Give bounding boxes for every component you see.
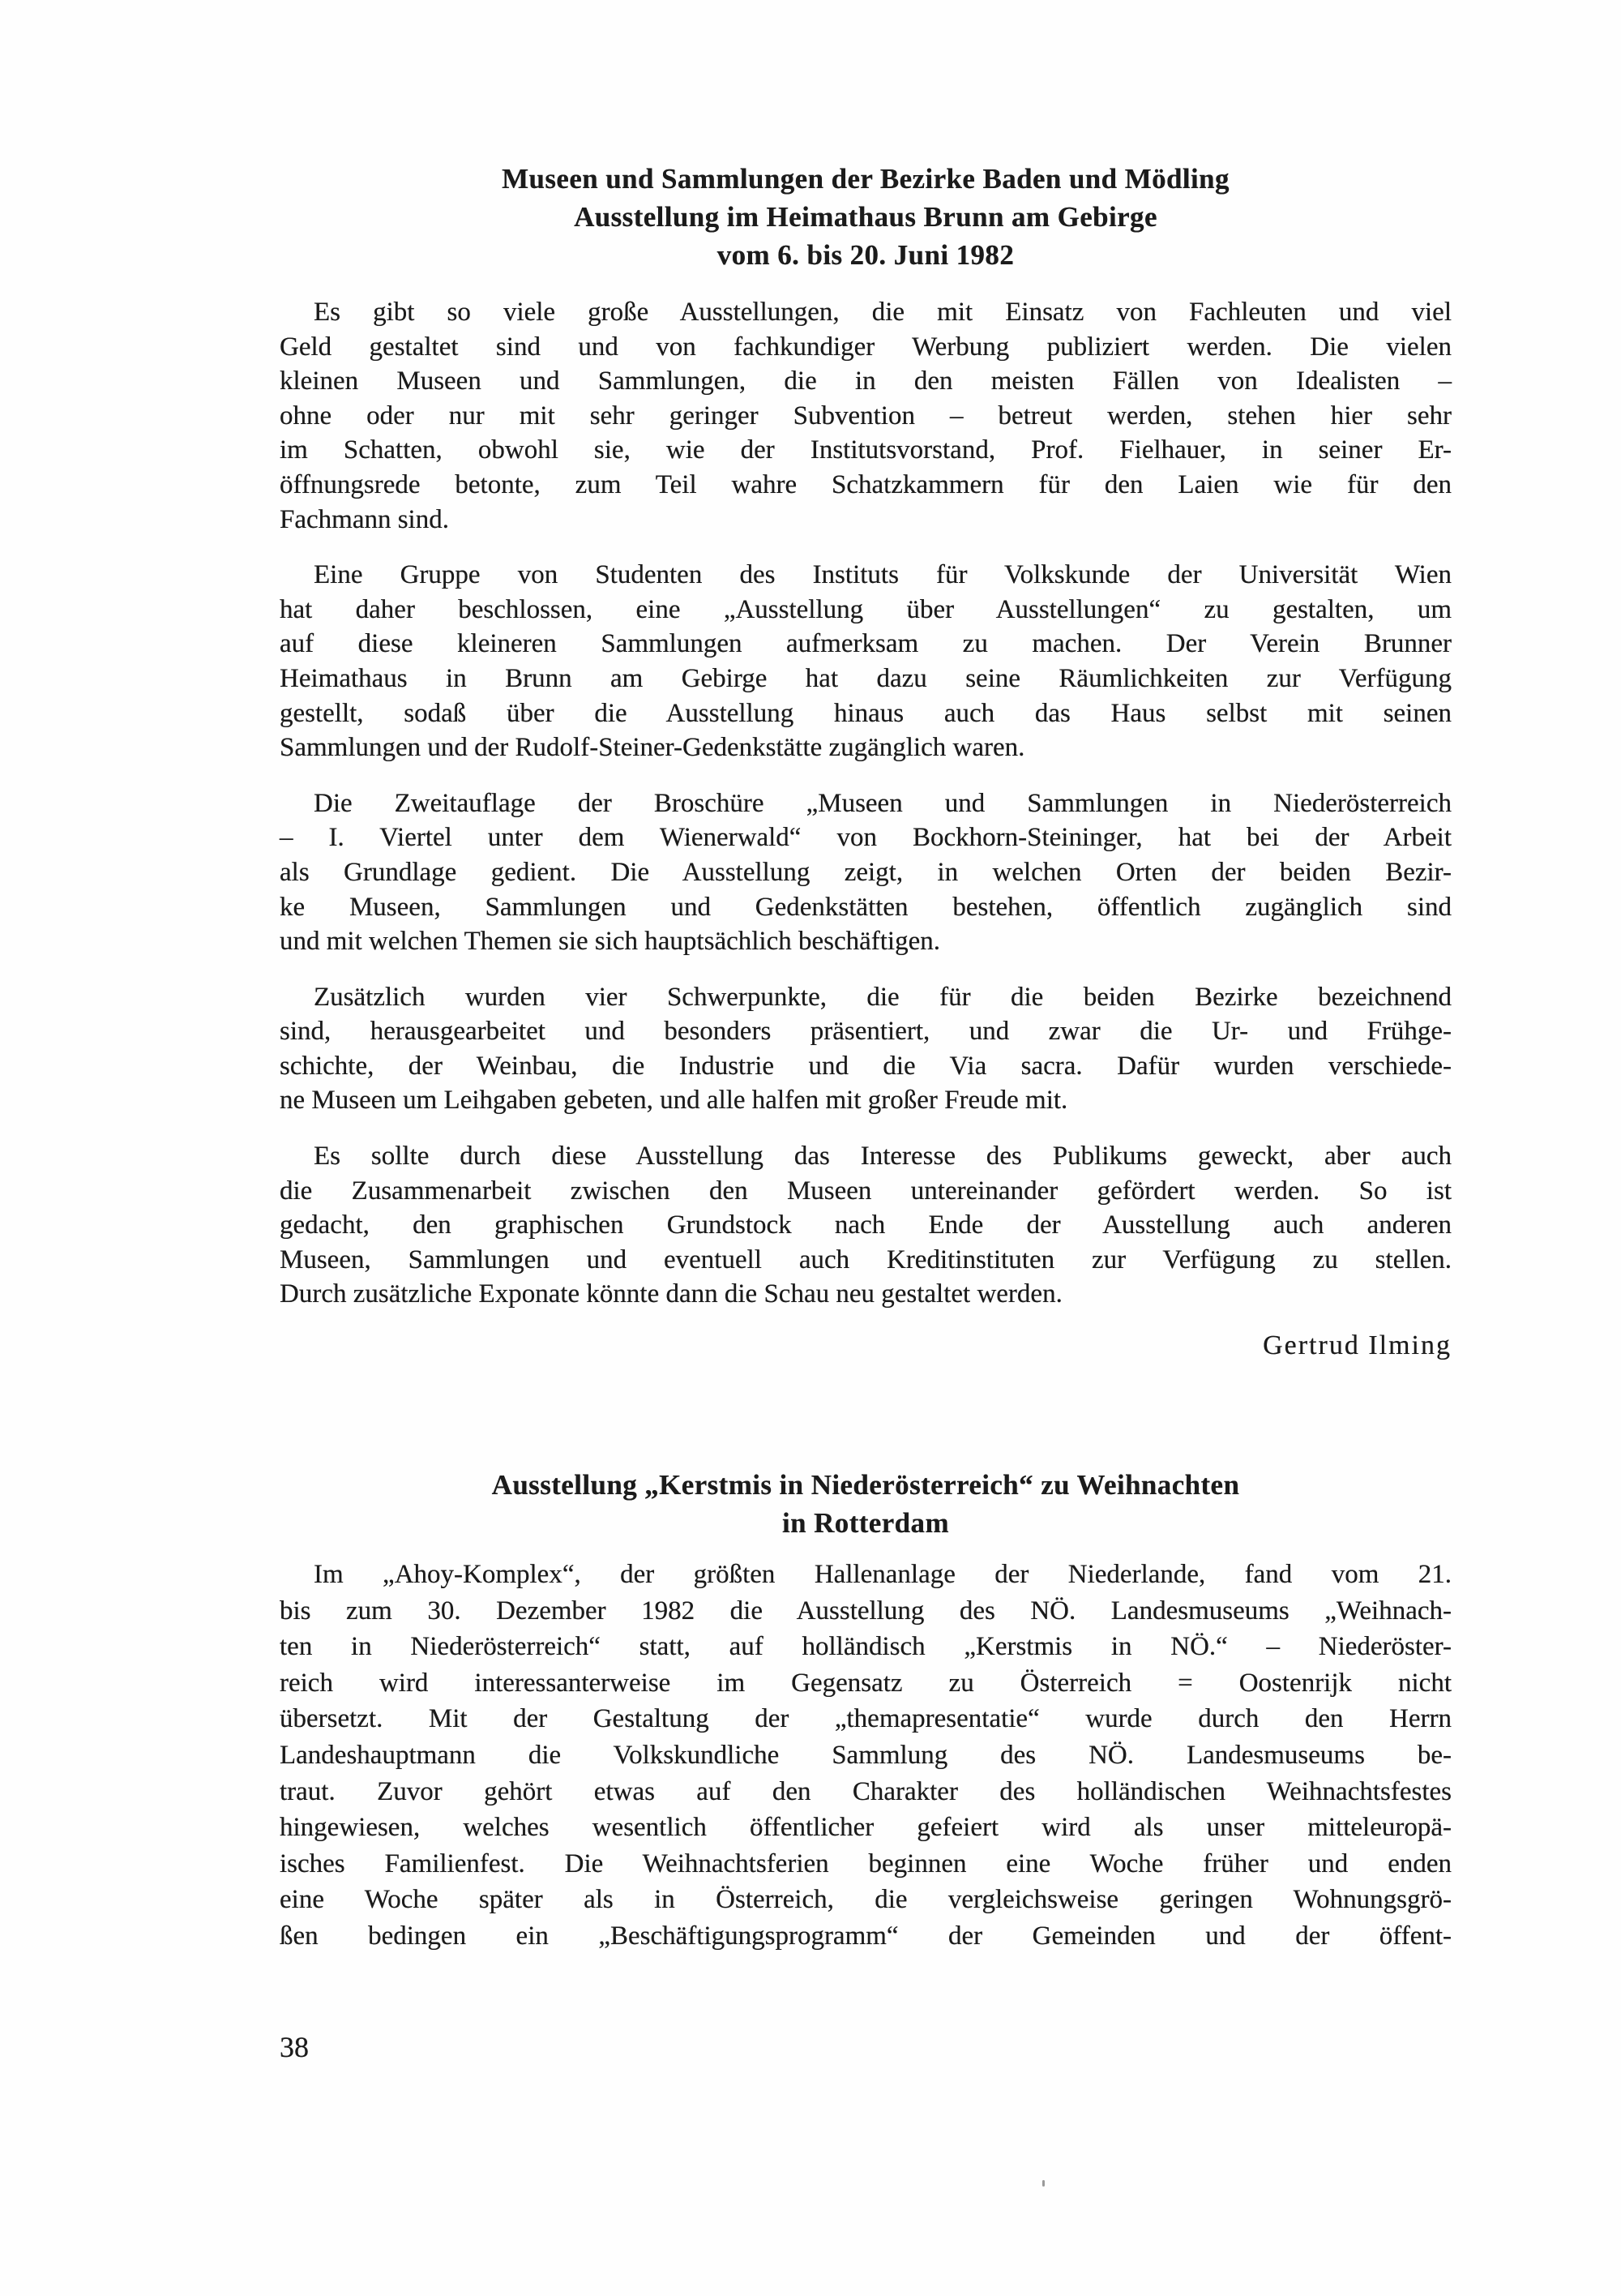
- text-line: – I. Viertel unter dem Wienerwald“ von Bockhorn-Steininger, hat bei der Arbeit: [280, 823, 1452, 853]
- text-line: Die Zweitauflage der Broschüre „Museen und Sammlungen in Niederösterreich: [314, 788, 1452, 818]
- paragraph: [280, 786, 1452, 959]
- text-line: Landeshauptmann die Volkskundliche Sammlung des NÖ. Landesmuseums be-: [280, 1741, 1452, 1770]
- text-line: hingewiesen, welches wesentlich öffentlicher gefeiert wird als unser mitteleuropä-: [280, 1813, 1452, 1843]
- article1-body: [280, 295, 1452, 1312]
- title-line: Ausstellung „Kerstmis in Niederösterreich“ zu Weihnachten: [491, 1469, 1240, 1501]
- text-line: als Grundlage gedient. Die Ausstellung zeigt, in welchen Orten der beiden Bezir-: [280, 857, 1452, 887]
- text-line: ne Museen um Leihgaben gebeten, und alle halfen mit großer Freude mit.: [280, 1086, 1068, 1116]
- text-line: Geld gestaltet sind und von fachkundiger Werbung publiziert werden. Die vielen: [280, 332, 1452, 362]
- text-line: öffnungsrede betonte, zum Teil wahre Schatzkammern für den Laien wie für den: [280, 469, 1452, 499]
- scan-speck: [1042, 2180, 1045, 2187]
- text-line: ohne oder nur mit sehr geringer Subvention – betreut werden, stehen hier sehr: [280, 401, 1452, 430]
- text-line: gedacht, den graphischen Grundstock nach Ende der Ausstellung auch anderen: [280, 1210, 1452, 1240]
- paragraph: [280, 1557, 1452, 1955]
- article2-body: [280, 1557, 1452, 1955]
- text-line: Im „Ahoy-Komplex“, der größten Hallenanlage der Niederlande, fand vom 21.: [314, 1560, 1452, 1590]
- text-line: ßen bedingen ein „Beschäftigungsprogramm“ der Gemeinden und der öffent-: [280, 1921, 1452, 1951]
- title-line: Museen und Sammlungen der Bezirke Baden und Mödling: [502, 163, 1230, 195]
- text-line: eine Woche später als in Österreich, die vergleichsweise geringen Wohnungsgrö-: [280, 1885, 1452, 1915]
- text-line: Eine Gruppe von Studenten des Instituts für Volkskunde der Universität Wien: [314, 560, 1452, 590]
- page-number: 38: [280, 2030, 309, 2063]
- title-line: in Rotterdam: [781, 1507, 950, 1540]
- author-signature: Gertrud Ilming: [1263, 1330, 1452, 1361]
- text-line: Museen, Sammlungen und eventuell auch Kreditinstituten zur Verfügung zu stellen.: [280, 1244, 1452, 1274]
- text-line: im Schatten, obwohl sie, wie der Institutsvorstand, Prof. Fielhauer, in seiner Er-: [280, 435, 1452, 465]
- article2-title: [280, 1364, 1452, 1542]
- text-line: reich wird interessanterweise im Gegensatz zu Österreich = Oostenrijk nicht: [280, 1668, 1452, 1698]
- text-line: übersetzt. Mit der Gestaltung der „themapresentatie“ wurde durch den Herrn: [280, 1704, 1452, 1734]
- text-line: sind, herausgearbeitet und besonders präsentiert, und zwar die Ur- und Frühge-: [280, 1017, 1452, 1047]
- text-line: hat daher beschlossen, eine „Ausstellung über Ausstellungen“ zu gestalten, um: [280, 594, 1452, 624]
- text-line: Sammlungen und der Rudolf-Steiner-Gedenkstätte zugänglich waren.: [280, 733, 1025, 763]
- text-line: Heimathaus in Brunn am Gebirge hat dazu seine Räumlichkeiten zur Verfügung: [280, 663, 1452, 693]
- text-line: ke Museen, Sammlungen und Gedenkstätten bestehen, öffentlich zugänglich sind: [280, 892, 1452, 922]
- text-line: schichte, der Weinbau, die Industrie und die Via sacra. Dafür wurden verschiede-: [280, 1051, 1452, 1081]
- text-block: [280, 0, 1452, 2063]
- paragraph: [280, 558, 1452, 765]
- paragraph: [280, 980, 1452, 1118]
- text-line: Durch zusätzliche Exponate könnte dann die Schau neu gestaltet werden.: [280, 1279, 1063, 1309]
- text-line: auf diese kleineren Sammlungen aufmerksam zu machen. Der Verein Brunner: [280, 629, 1452, 659]
- text-line: die Zusammenarbeit zwischen den Museen untereinander gefördert werden. So ist: [280, 1176, 1452, 1206]
- text-line: traut. Zuvor gehört etwas auf den Charakter des holländischen Weihnachtsfestes: [280, 1776, 1452, 1806]
- text-line: gestellt, sodaß über die Ausstellung hinaus auch das Haus selbst mit seinen: [280, 698, 1452, 728]
- text-line: Es gibt so viele große Ausstellungen, die mit Einsatz von Fachleuten und viel: [314, 298, 1452, 327]
- article1-title: [280, 0, 1452, 274]
- text-line: isches Familienfest. Die Weihnachtsferien beginnen eine Woche früher und enden: [280, 1848, 1452, 1878]
- text-line: kleinen Museen und Sammlungen, die in den meisten Fällen von Idealisten –: [280, 366, 1452, 396]
- text-line: bis zum 30. Dezember 1982 die Ausstellung des NÖ. Landesmuseums „Weihnach-: [280, 1596, 1452, 1626]
- text-line: und mit welchen Themen sie sich hauptsächlich beschäftigen.: [280, 927, 940, 957]
- text-line: ten in Niederösterreich“ statt, auf holländisch „Kerstmis in NÖ.“ – Niederöster-: [280, 1632, 1452, 1662]
- title-line: Ausstellung im Heimathaus Brunn am Gebirge: [574, 201, 1157, 233]
- title-line: vom 6. bis 20. Juni 1982: [716, 239, 1015, 271]
- text-line: Zusätzlich wurden vier Schwerpunkte, die für die beiden Bezirke bezeichnend: [314, 982, 1452, 1012]
- text-line: Fachmann sind.: [280, 504, 449, 534]
- paragraph: [280, 295, 1452, 537]
- text-line: Es sollte durch diese Ausstellung das Interesse des Publikums geweckt, aber auch: [314, 1142, 1452, 1172]
- paragraph: [280, 1139, 1452, 1312]
